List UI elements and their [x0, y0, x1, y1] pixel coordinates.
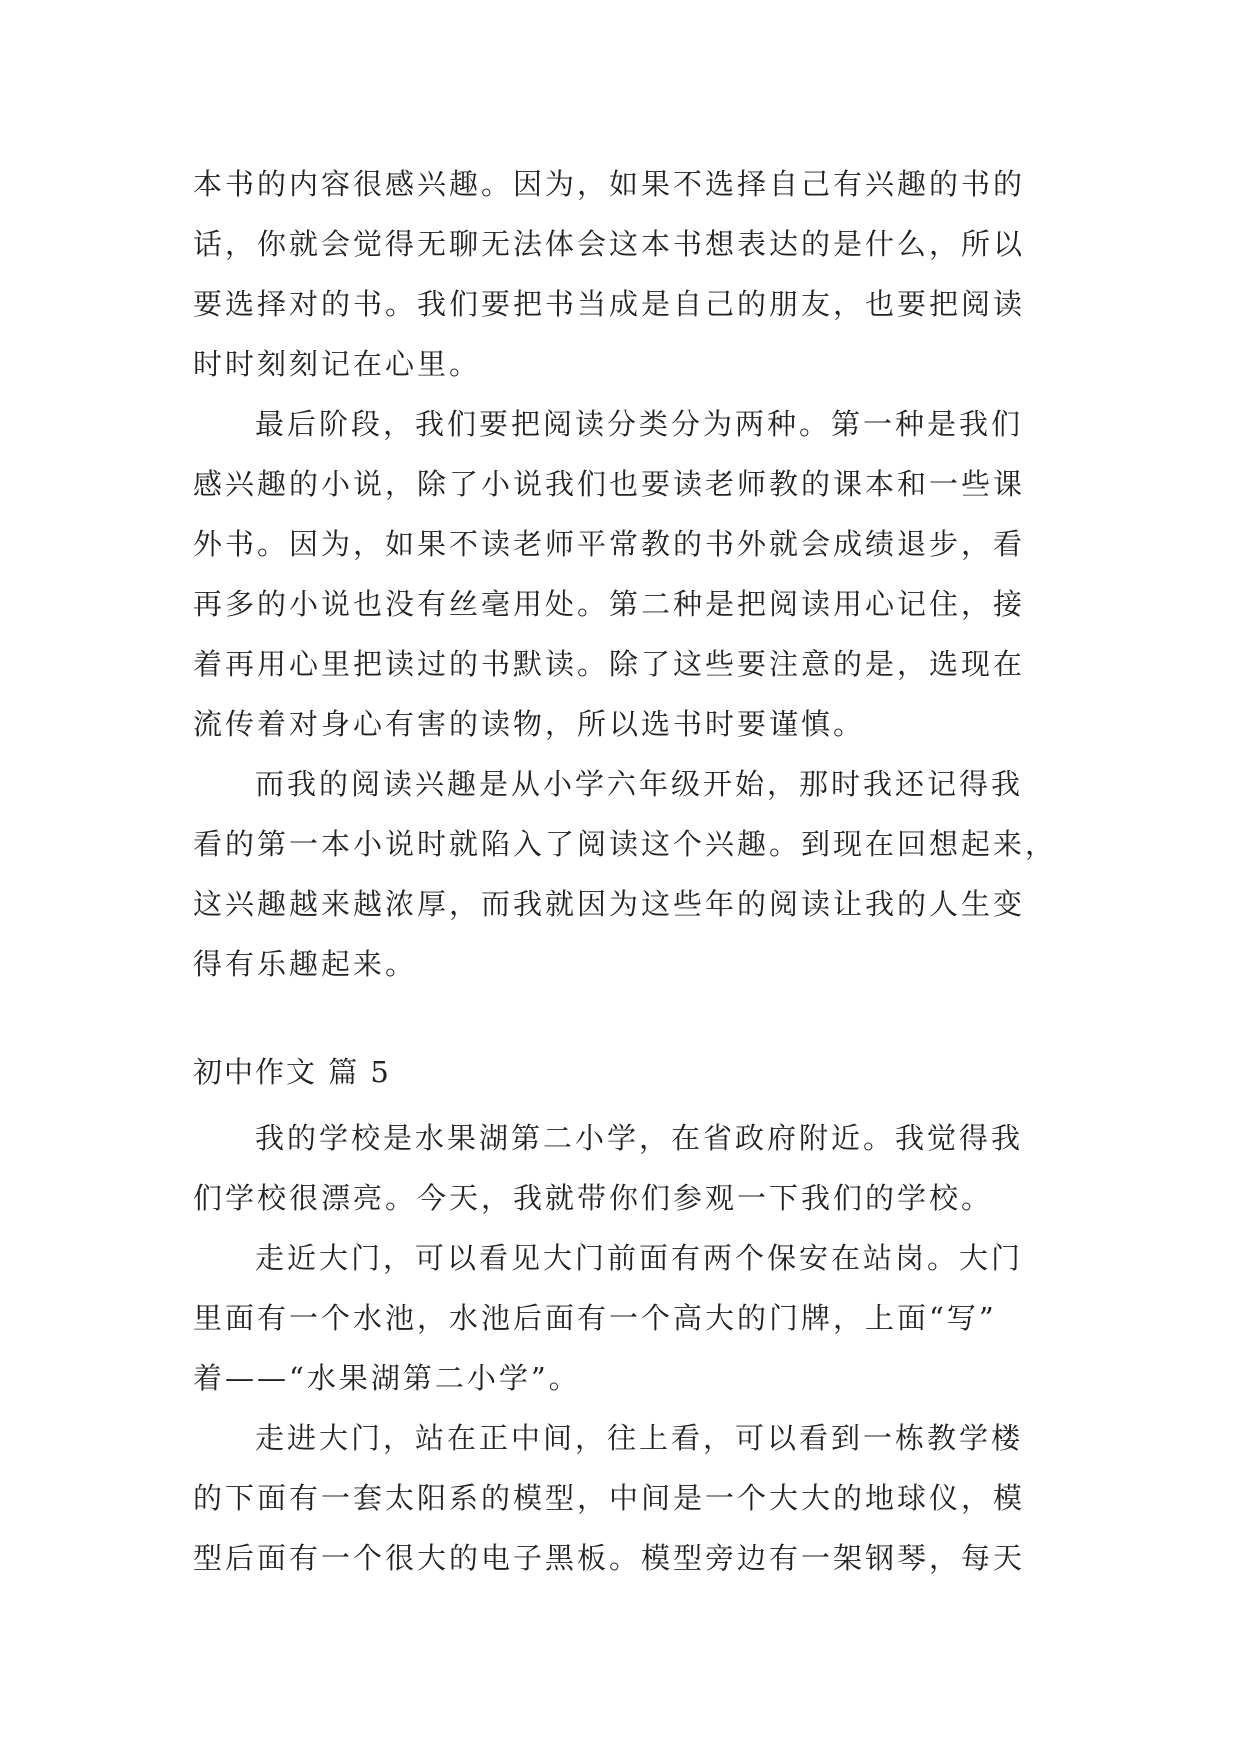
- text-line: 流传着对身心有害的读物，所以选书时要谨慎。: [193, 707, 866, 741]
- text-line: 看的第一本小说时就陷入了阅读这个兴趣。到现在回想起来，: [193, 827, 1058, 861]
- text-line: 话，你就会觉得无聊无法体会这本书想表达的是什么，所以: [193, 227, 1026, 261]
- text-line: 我的学校是水果湖第二小学，在省政府附近。我觉得我: [255, 1121, 1024, 1155]
- text-line: 里面有一个水池，水池后面有一个高大的门牌，上面“写”: [193, 1301, 997, 1335]
- text-line: 得有乐趣起来。: [193, 947, 418, 981]
- text-line: 最后阶段，我们要把阅读分类分为两种。第一种是我们: [255, 407, 1024, 441]
- text-line: 们学校很漂亮。今天，我就带你们参观一下我们的学校。: [193, 1181, 994, 1215]
- text-line: 型后面有一个很大的电子黑板。模型旁边有一架钢琴，每天: [193, 1541, 1026, 1575]
- text-line: 着再用心里把读过的书默读。除了这些要注意的是，选现在: [193, 647, 1026, 681]
- text-line: 着——“水果湖第二小学”。: [193, 1361, 581, 1395]
- paragraph-reading-interest: [193, 754, 1073, 994]
- paragraph-continuation: [193, 154, 1073, 394]
- text-line: 感兴趣的小说，除了小说我们也要读老师教的课本和一些课: [193, 467, 1026, 501]
- paragraph-school: [193, 1108, 1073, 1228]
- text-line: 时时刻刻记在心里。: [193, 347, 482, 381]
- text-line: 再多的小说也没有丝毫用处。第二种是把阅读用心记住，接: [193, 587, 1026, 621]
- text-line: 的下面有一套太阳系的模型，中间是一个大大的地球仪，模: [193, 1481, 1026, 1515]
- section-heading-block: [193, 1042, 1073, 1102]
- paragraph-final-stage: [193, 394, 1073, 754]
- text-line: 而我的阅读兴趣是从小学六年级开始，那时我还记得我: [255, 767, 1024, 801]
- text-line: 这兴趣越来越浓厚，而我就因为这些年的阅读让我的人生变: [193, 887, 1026, 921]
- text-line: 外书。因为，如果不读老师平常教的书外就会成绩退步，看: [193, 527, 1026, 561]
- text-line: 走近大门，可以看见大门前面有两个保安在站岗。大门: [255, 1241, 1024, 1275]
- paragraph-enter: [193, 1408, 1073, 1588]
- paragraph-gate: [193, 1228, 1073, 1408]
- text-line: 走进大门，站在正中间，往上看，可以看到一栋教学楼: [255, 1421, 1024, 1455]
- section-heading: 初中作文 篇 5: [193, 1055, 391, 1089]
- text-line: 要选择对的书。我们要把书当成是自己的朋友，也要把阅读: [193, 287, 1026, 321]
- text-line: 本书的内容很感兴趣。因为，如果不选择自己有兴趣的书的: [193, 167, 1026, 201]
